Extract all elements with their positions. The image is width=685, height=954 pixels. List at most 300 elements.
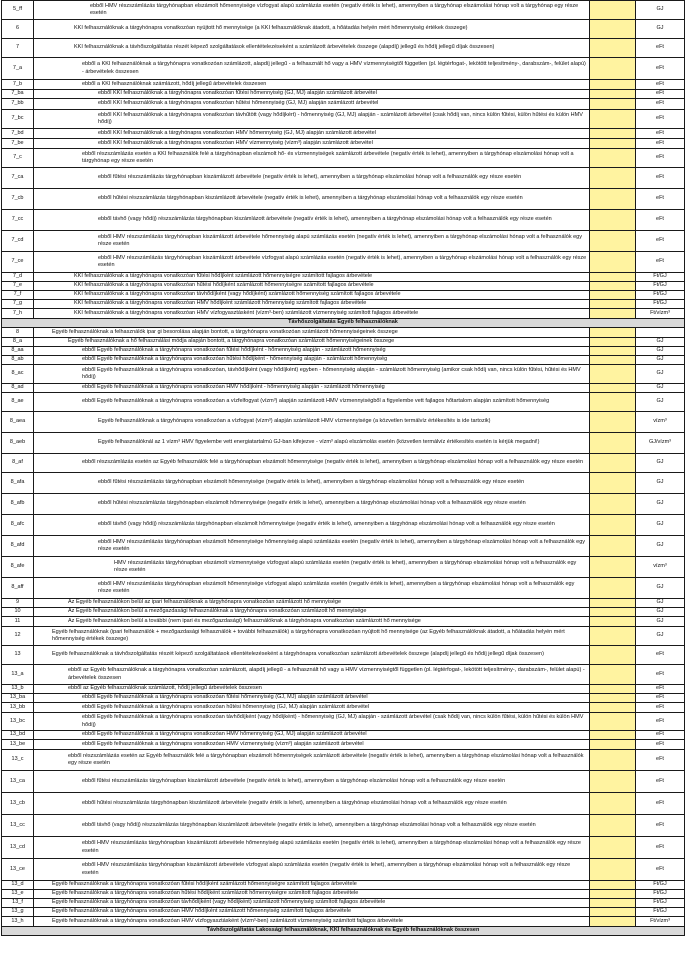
row-description: ebből az Egyéb felhasználóknak a tárgyhónapra vonatkozóan számlázott, alapdíj jellegű - a felhasznált hő vagy a HMV vízmennyiségtől független (pl. légtérfogat-, lekötött teljesítmény-, darabszám-, felület alapú) - árbevételek összesen bbox=[34, 665, 590, 685]
row-description: ebből HMV részszámlázás tárgyhónapban elszámolt hőmennyisége hőmennyiség alapú számlázás esetén (negatív érték is lehet), amennyiben a tárgyhónap elszámolási hónap volt a felhasználók egy része esetén bbox=[34, 536, 590, 557]
value-input-cell[interactable] bbox=[590, 58, 636, 80]
row-id: 13_ce bbox=[2, 859, 34, 881]
row-description: Egyéb felhasználóknak a tárgyhónapra vonatkozóan HMV hődíjként számlázott hőmennyiség számított fajlagos árbevétele bbox=[34, 908, 590, 917]
unit-cell: eFt bbox=[636, 685, 685, 694]
table-row bbox=[2, 58, 685, 80]
table-row bbox=[2, 1, 685, 20]
value-input-cell[interactable] bbox=[590, 685, 636, 694]
table-row bbox=[2, 273, 685, 282]
table-row bbox=[2, 899, 685, 908]
table-row bbox=[2, 646, 685, 665]
section-header: Távhőszolgáltatás Lakossági felhasználóknak, KKI felhasználóknak és Egyéb felhasználóknak összesen bbox=[2, 927, 685, 936]
row-id: 13_ca bbox=[2, 771, 34, 793]
unit-cell: eFt bbox=[636, 646, 685, 665]
table-row bbox=[2, 771, 685, 793]
row-id: 12 bbox=[2, 627, 34, 646]
table-row bbox=[2, 694, 685, 703]
unit-cell: Ft/GJ bbox=[636, 908, 685, 917]
row-description: KKI felhasználóknak a tárgyhónapra vonatkozóan HMV vízfogyasztásként (vízm³-ben) számlázott vízmennyiség számított fajlagos árbevétele bbox=[34, 309, 590, 319]
row-id: 7_f bbox=[2, 291, 34, 300]
unit-cell: vízm³ bbox=[636, 557, 685, 578]
unit-cell: GJ bbox=[636, 393, 685, 412]
row-description: ebből fűtési részszámlázás tárgyhónapban kiszámlázott árbevétele (negatív érték is lehet), amennyiben a tárgyhónap elszámolási hónap volt a felhasználók egy része esetén bbox=[34, 771, 590, 793]
unit-cell: eFt bbox=[636, 231, 685, 252]
row-description: Az Egyéb felhasználókon belül az ipari felhasználóknak a tárgyhónapra vonatkozóan számlázott hő mennyisége bbox=[34, 599, 590, 608]
row-id: 7_ba bbox=[2, 90, 34, 99]
row-description: HMV részszámlázás tárgyhónapban elszámolt vízmennyisége vízfogyat alapú számlázás esetén (negatív érték is lehet), amennyiben a tárgyhónap elszámolási hónap volt a felhasználók egy része esetén bbox=[34, 557, 590, 578]
table-row bbox=[2, 210, 685, 231]
value-input-cell[interactable] bbox=[590, 231, 636, 252]
value-input-cell[interactable] bbox=[590, 617, 636, 627]
table-row bbox=[2, 740, 685, 750]
row-id: 8 bbox=[2, 328, 34, 338]
unit-cell: GJ bbox=[636, 454, 685, 473]
unit-cell: eFt bbox=[636, 80, 685, 90]
unit-cell: Ft/GJ bbox=[636, 300, 685, 309]
unit-cell: Ft/GJ bbox=[636, 282, 685, 291]
unit-cell: eFt bbox=[636, 750, 685, 771]
row-description: ebből távhő (vagy hődíj) részszámlázás tárgyhónapban elszámolt hőmennyisége (negatív érték is lehet), amennyiben a tárgyhónap elszámolási hónap volt a felhasználók egy része esetén bbox=[34, 515, 590, 536]
unit-cell: Ft/GJ bbox=[636, 273, 685, 282]
value-input-cell[interactable] bbox=[590, 20, 636, 39]
unit-cell: eFt bbox=[636, 815, 685, 837]
row-description: Egyéb felhasználóknál az 1 vízm³ HMV figyelembe vett energiatartalmú GJ-ban kifejezve - vízm³ alapú elszámolás esetén (közvetlen termálvíz értékesítés esetén is kérjük megadni!) bbox=[34, 433, 590, 454]
table-row bbox=[2, 859, 685, 881]
value-input-cell[interactable] bbox=[590, 731, 636, 740]
unit-cell: eFt bbox=[636, 252, 685, 273]
unit-cell: GJ/vízm³ bbox=[636, 433, 685, 454]
unit-cell: GJ bbox=[636, 338, 685, 347]
value-input-cell[interactable] bbox=[590, 252, 636, 273]
value-input-cell[interactable] bbox=[590, 291, 636, 300]
row-description: Egyéb felhasználóknak (ipari felhasználók + mezőgazdasági felhasználók + további felhasználók) a tárgyhónapra vonatkozóan nyújtott hő mennyisége (az Egyéb felhasználóknak átadott, a hőátadás helyén mért hőmennyiség értékek összege) bbox=[34, 627, 590, 646]
table-row bbox=[2, 881, 685, 890]
table-row bbox=[2, 393, 685, 412]
row-description: ebből HMV részszámlázás tárgyhónapban elszámolt hőmennyisége vízfogyat alapú számlázás esetén (negatív érték is lehet), amennyiben a tárgyhónap elszámolási hónap volt a tárgyhónap egy része esetén bbox=[34, 1, 590, 20]
section-header-row bbox=[2, 927, 685, 936]
table-body bbox=[2, 1, 685, 936]
row-description: ebből Egyéb felhasználóknak a tárgyhónapra vonatkozóan hűtési hődíjként - hőmennyiség alapján - számlázott hőmennyiség bbox=[34, 356, 590, 365]
unit-cell: GJ bbox=[636, 365, 685, 384]
table-row bbox=[2, 384, 685, 393]
row-description: ebből hűtési részszámlázás tárgyhónapban kiszámlázott árbevétele (negatív érték is lehet), amennyiben a tárgyhónap elszámolási hónap volt a felhasználók egy része esetén bbox=[34, 189, 590, 210]
table-row bbox=[2, 578, 685, 599]
table-row bbox=[2, 703, 685, 713]
table-row bbox=[2, 300, 685, 309]
table-row bbox=[2, 454, 685, 473]
value-input-cell[interactable] bbox=[590, 557, 636, 578]
row-description: ebből KKI felhasználóknak a tárgyhónapra vonatkozóan hűtési hőmennyiség (GJ, MJ) alapján számlázott árbevétel bbox=[34, 99, 590, 110]
table-row bbox=[2, 168, 685, 189]
value-input-cell[interactable] bbox=[590, 694, 636, 703]
row-description: KKI felhasználóknak a tárgyhónapra vonatkozóan hűtési hődíjként számlázott hőmennyiségre számított fajlagos árbevétele bbox=[34, 282, 590, 291]
row-id: 7_bc bbox=[2, 110, 34, 129]
value-input-cell[interactable] bbox=[590, 515, 636, 536]
table-row bbox=[2, 837, 685, 859]
row-id: 8_aa bbox=[2, 347, 34, 356]
value-input-cell[interactable] bbox=[590, 599, 636, 608]
unit-cell: eFt bbox=[636, 90, 685, 99]
table-row bbox=[2, 80, 685, 90]
value-input-cell[interactable] bbox=[590, 139, 636, 149]
table-row bbox=[2, 90, 685, 99]
value-input-cell[interactable] bbox=[590, 300, 636, 309]
value-input-cell[interactable] bbox=[590, 837, 636, 859]
row-description: KKI felhasználóknak a tárgyhónapra vonatkozóan nyújtott hő mennyisége (a KKI felhasználóknak átadott, a hőátadás helyén mért hőmennyiség értékek összege) bbox=[34, 20, 590, 39]
row-description: Egyéb felhasználóknak a felhasználók ipar gi besorolása alapján bontott, a tárgyhónapra vonatkozóan számlázott hőmennyiségeinek összege bbox=[34, 328, 590, 338]
unit-cell: eFt bbox=[636, 189, 685, 210]
value-input-cell[interactable] bbox=[590, 713, 636, 731]
unit-cell: eFt bbox=[636, 703, 685, 713]
value-input-cell[interactable] bbox=[590, 129, 636, 139]
unit-cell: eFt bbox=[636, 168, 685, 189]
value-input-cell[interactable] bbox=[590, 771, 636, 793]
row-id: 8_aeb bbox=[2, 433, 34, 454]
row-id: 11 bbox=[2, 617, 34, 627]
row-id: 10 bbox=[2, 608, 34, 617]
row-id: 7_bb bbox=[2, 99, 34, 110]
unit-cell bbox=[636, 328, 685, 338]
row-description: Egyéb felhasználóknak a tárgyhónapra vonatkozóan a vízfogyat (vízm³) alapján számlázott HMV vízmennyisége (a közvetlen termálvíz értékesítés is ide tartozik) bbox=[34, 412, 590, 433]
value-input-cell[interactable] bbox=[590, 859, 636, 881]
row-description: ebből KKI felhasználóknak a tárgyhónapra vonatkozóan HMV hőmennyiség (GJ, MJ) alapján számlázott árbevétel bbox=[34, 129, 590, 139]
table-row bbox=[2, 328, 685, 338]
table-row bbox=[2, 890, 685, 899]
unit-cell: eFt bbox=[636, 740, 685, 750]
row-description: Egyéb felhasználóknak a tárgyhónapra vonatkozóan hűtési hődíjként számlázott hőmennyiségre számított fajlagos árbevétele bbox=[34, 890, 590, 899]
unit-cell: GJ bbox=[636, 347, 685, 356]
row-id: 7_cb bbox=[2, 189, 34, 210]
unit-cell: eFt bbox=[636, 837, 685, 859]
value-input-cell[interactable] bbox=[590, 80, 636, 90]
unit-cell: GJ bbox=[636, 356, 685, 365]
row-id: 8_aea bbox=[2, 412, 34, 433]
unit-cell: eFt bbox=[636, 713, 685, 731]
table-row bbox=[2, 231, 685, 252]
unit-cell: eFt bbox=[636, 694, 685, 703]
row-id: 9 bbox=[2, 599, 34, 608]
table-row bbox=[2, 515, 685, 536]
unit-cell: eFt bbox=[636, 859, 685, 881]
unit-cell: eFt bbox=[636, 771, 685, 793]
table-row bbox=[2, 713, 685, 731]
row-description: ebből távhő (vagy hődíj) részszámlázás tárgyhónapban kiszámlázott árbevétele (negatív érték is lehet), amennyiben a tárgyhónap elszámolási hónap volt a felhasználók egy része esetén bbox=[34, 815, 590, 837]
value-input-cell[interactable] bbox=[590, 793, 636, 815]
row-id: 13_f bbox=[2, 899, 34, 908]
value-input-cell[interactable] bbox=[590, 494, 636, 515]
row-description: ebből részszámlázás esetén az Egyéb felhasználók felé a tárgyhónapban elszámolt hőmennyiségek számlázott árbevétele (negatív érték is lehet), amennyiben a tárgyhónap elszámolási hónap volt a felhasználók egy része esetén bbox=[34, 750, 590, 771]
value-input-cell[interactable] bbox=[590, 890, 636, 899]
table-row bbox=[2, 309, 685, 319]
row-id: 7_cc bbox=[2, 210, 34, 231]
table-row bbox=[2, 617, 685, 627]
value-input-cell[interactable] bbox=[590, 578, 636, 599]
row-description: ebből a KKI felhasználóknak számlázott, hődíj jellegű árbevételek összesen bbox=[34, 80, 590, 90]
unit-cell: GJ bbox=[636, 384, 685, 393]
value-input-cell[interactable] bbox=[590, 273, 636, 282]
row-description: ebből KKI felhasználóknak a tárgyhónapra vonatkozóan távhűtött (vagy hődíjkért) - hőmennyiség (GJ, MJ) alapján - számlázott árbevétel (csak hődíj van, nincs külön fűtési, külön hűtési és külön HMV hődíj) bbox=[34, 110, 590, 129]
value-input-cell[interactable] bbox=[590, 815, 636, 837]
table-row bbox=[2, 291, 685, 300]
value-input-cell[interactable] bbox=[590, 168, 636, 189]
table-row bbox=[2, 473, 685, 494]
table-row bbox=[2, 557, 685, 578]
row-id: 13_bb bbox=[2, 703, 34, 713]
row-description: ebből Egyéb felhasználóknak a tárgyhónapra vonatkozóan HMV hődíjként - hőmennyiség alapján - számlázott hőmennyiség bbox=[34, 384, 590, 393]
table-row bbox=[2, 685, 685, 694]
row-description: Egyéb felhasználóknak a hő felhasználási módja alapján bontott, a tárgyhónapra vonatkozóan számlázott hőmennyiségeinek összege bbox=[34, 338, 590, 347]
row-description: KKI felhasználóknak a tárgyhónapra vonatkozóan fűtési hődíjként számlázott hőmennyiségre számított fajlagos árbevétele bbox=[34, 273, 590, 282]
unit-cell: eFt bbox=[636, 665, 685, 685]
value-input-cell[interactable] bbox=[590, 412, 636, 433]
row-id: 7_cd bbox=[2, 231, 34, 252]
table-row bbox=[2, 252, 685, 273]
table-row bbox=[2, 608, 685, 617]
row-description: ebből Egyéb felhasználóknak a tárgyhónapra vonatkozóan HMV vízmennyiség (vízm³) alapján számlázott árbevétel bbox=[34, 740, 590, 750]
value-input-cell[interactable] bbox=[590, 433, 636, 454]
row-description: Az Egyéb felhasználókon belül a mezőgazdasági felhasználóknak a tárgyhónapra vonatkozóan számlázott hő mennyisége bbox=[34, 608, 590, 617]
table-row bbox=[2, 815, 685, 837]
row-id: 6 bbox=[2, 20, 34, 39]
row-description: ebből a KKI felhasználóknak a tárgyhónapra vonatkozóan számlázott, alapdíj jellegű - a felhasznált hő vagy a HMV vízmennyiségtől független (pl. légtérfogat-, lekötött teljesítmény-, darabszám-, felület alapú) - árbevételek összesen bbox=[34, 58, 590, 80]
row-id: 5_ff bbox=[2, 1, 34, 20]
row-description: ebből KKI felhasználóknak a tárgyhónapra vonatkozóan HMV vízmennyiség (vízm³) alapján számlázott árbevétel bbox=[34, 139, 590, 149]
unit-cell: GJ bbox=[636, 20, 685, 39]
unit-cell: eFt bbox=[636, 793, 685, 815]
unit-cell: GJ bbox=[636, 515, 685, 536]
value-input-cell[interactable] bbox=[590, 703, 636, 713]
table-row bbox=[2, 412, 685, 433]
value-input-cell[interactable] bbox=[590, 750, 636, 771]
value-input-cell[interactable] bbox=[590, 328, 636, 338]
row-id: 13_g bbox=[2, 908, 34, 917]
unit-cell: Ft/vízm³ bbox=[636, 917, 685, 927]
value-input-cell[interactable] bbox=[590, 384, 636, 393]
row-id: 7_c bbox=[2, 149, 34, 168]
row-id: 13_be bbox=[2, 740, 34, 750]
row-id: 8_afc bbox=[2, 515, 34, 536]
unit-cell: Ft/GJ bbox=[636, 291, 685, 300]
data-table bbox=[1, 0, 685, 936]
row-id: 13_c bbox=[2, 750, 34, 771]
row-id: 8_ad bbox=[2, 384, 34, 393]
table-row bbox=[2, 433, 685, 454]
table-row bbox=[2, 908, 685, 917]
row-description: Egyéb felhasználóknak a tárgyhónapra vonatkozóan fűtési hődíjként számlázott hőmennyiségre számított fajlagos árbevétele bbox=[34, 881, 590, 890]
row-id: 8_aff bbox=[2, 578, 34, 599]
row-id: 8_afb bbox=[2, 494, 34, 515]
unit-cell: GJ bbox=[636, 627, 685, 646]
unit-cell: GJ bbox=[636, 473, 685, 494]
table-row bbox=[2, 338, 685, 347]
table-row bbox=[2, 665, 685, 685]
row-id: 13_cc bbox=[2, 815, 34, 837]
unit-cell: GJ bbox=[636, 1, 685, 20]
unit-cell: Ft/GJ bbox=[636, 899, 685, 908]
table-row bbox=[2, 110, 685, 129]
row-description: Egyéb felhasználóknak a tárgyhónapra vonatkozóan távhődíjként (vagy hődíjként) számlázott hőmennyiség számított fajlagos árbevétele bbox=[34, 899, 590, 908]
row-id: 13_d bbox=[2, 881, 34, 890]
value-input-cell[interactable] bbox=[590, 347, 636, 356]
row-description: ebből HMV részszámlázás tárgyhónapban kiszámlázott árbevétele hőmennyiség alapú számlázás esetén (negatív érték is lehet), amennyiben a tárgyhónap elszámolási hónap volt a felhasználók egy része esetén bbox=[34, 837, 590, 859]
row-id: 8_ae bbox=[2, 393, 34, 412]
row-description: ebből távhő (vagy hődíj) részszámlázás tárgyhónapban kiszámlázott árbevétele (negatív érték is lehet), amennyiben a tárgyhónap elszámolási hónap volt a felhasználók egy része esetén bbox=[34, 210, 590, 231]
value-input-cell[interactable] bbox=[590, 454, 636, 473]
row-id: 7_e bbox=[2, 282, 34, 291]
unit-cell: eFt bbox=[636, 58, 685, 80]
unit-cell: eFt bbox=[636, 129, 685, 139]
unit-cell: Ft/GJ bbox=[636, 890, 685, 899]
row-description: KKI felhasználóknak a tárgyhónapra vonatkozóan távhődíjként (vagy hődíjként) számlázott hőmennyiség számított fajlagos árbevétele bbox=[34, 291, 590, 300]
row-id: 8_afe bbox=[2, 557, 34, 578]
unit-cell: eFt bbox=[636, 210, 685, 231]
value-input-cell[interactable] bbox=[590, 338, 636, 347]
value-input-cell[interactable] bbox=[590, 356, 636, 365]
table-row bbox=[2, 99, 685, 110]
unit-cell: GJ bbox=[636, 617, 685, 627]
value-input-cell[interactable] bbox=[590, 473, 636, 494]
unit-cell: GJ bbox=[636, 494, 685, 515]
value-input-cell[interactable] bbox=[590, 627, 636, 646]
row-id: 7_g bbox=[2, 300, 34, 309]
value-input-cell[interactable] bbox=[590, 899, 636, 908]
value-input-cell[interactable] bbox=[590, 309, 636, 319]
value-input-cell[interactable] bbox=[590, 189, 636, 210]
unit-cell: eFt bbox=[636, 139, 685, 149]
value-input-cell[interactable] bbox=[590, 149, 636, 168]
table-row bbox=[2, 365, 685, 384]
unit-cell: GJ bbox=[636, 608, 685, 617]
value-input-cell[interactable] bbox=[590, 99, 636, 110]
value-input-cell[interactable] bbox=[590, 90, 636, 99]
row-description: ebből hűtési részszámlázás tárgyhónapban elszámolt hőmennyisége (negatív érték is lehet), amennyiben a tárgyhónap elszámolási hónap volt a felhasználók egy része esetén bbox=[34, 494, 590, 515]
unit-cell: GJ bbox=[636, 578, 685, 599]
table-row bbox=[2, 356, 685, 365]
value-input-cell[interactable] bbox=[590, 365, 636, 384]
row-description: ebből az Egyéb felhasználóknak számlázott, hődíj jellegű árbevételek összesen bbox=[34, 685, 590, 694]
row-id: 7_bd bbox=[2, 129, 34, 139]
value-input-cell[interactable] bbox=[590, 39, 636, 58]
row-id: 13_h bbox=[2, 917, 34, 927]
value-input-cell[interactable] bbox=[590, 210, 636, 231]
unit-cell: GJ bbox=[636, 536, 685, 557]
value-input-cell[interactable] bbox=[590, 646, 636, 665]
table-row bbox=[2, 750, 685, 771]
value-input-cell[interactable] bbox=[590, 1, 636, 20]
row-description: Egyéb felhasználóknak a távhőszolgáltatás részét képező szolgáltatások ellentételezéseként a tárgyhónapra vonatkozóan számlázott árbevételek összege (alapdíj jellegű és hődíj jellegű díjak összesen) bbox=[34, 646, 590, 665]
value-input-cell[interactable] bbox=[590, 282, 636, 291]
row-id: 13_cd bbox=[2, 837, 34, 859]
row-id: 8_afa bbox=[2, 473, 34, 494]
value-input-cell[interactable] bbox=[590, 110, 636, 129]
table-row bbox=[2, 627, 685, 646]
table-row bbox=[2, 917, 685, 927]
row-id: 13_ba bbox=[2, 694, 34, 703]
row-description: KKI felhasználóknak a távhőszolgáltatás részét képező szolgáltatások ellentételezéseként a számlázott árbevételek összege (alapdíj) jellegű és hődíj jellegű díjak összesen) bbox=[34, 39, 590, 58]
table-row bbox=[2, 189, 685, 210]
value-input-cell[interactable] bbox=[590, 393, 636, 412]
table-row bbox=[2, 129, 685, 139]
row-description: ebből HMV részszámlázás tárgyhónapban elszámolt hőmennyisége vízfogyat alapú számlázás esetén (negatív érték is lehet), amennyiben a tárgyhónap elszámolási hónap volt a felhasználók egy része esetén bbox=[34, 578, 590, 599]
row-id: 8_a bbox=[2, 338, 34, 347]
row-description: ebből Egyéb felhasználóknak a tárgyhónapra vonatkozóan távhődíjként (vagy hődíjként) - hőmennyiség (GJ, MJ) alapján - számlázott árbevétel (csak hődíj van, nincs külön fűtési, külön hűtési és külön HMV hődíj) bbox=[34, 713, 590, 731]
row-description: ebből Egyéb felhasználóknak a tárgyhónapra vonatkozóan, távhődíjként (vagy hődíjként) egyben - hőmennyiség alapján - számlázott hőmennyiség (amikor csak hődíj van, nincs külön fűtési, hűtési és HMV hődíj) bbox=[34, 365, 590, 384]
table-row bbox=[2, 494, 685, 515]
row-description: ebből HMV részszámlázás tárgyhónapban kiszámlázott árbevétele vízfogyat alapú számlázás esetén (negatív érték is lehet), amennyiben a tárgyhónap elszámolási hónap volt a felhasználók egy része esetén bbox=[34, 859, 590, 881]
row-description: ebből Egyéb felhasználóknak a tárgyhónapra vonatkozóan fűtési hődíjként - hőmennyiség alapján - számlázott hőmennyiség bbox=[34, 347, 590, 356]
row-id: 7_a bbox=[2, 58, 34, 80]
row-description: ebből Egyéb felhasználóknak a tárgyhónapra vonatkozóan a vízfelfogyat (vízm³) alapján számlázott HMV vízmennyiségből a figyelembe vett fajlagos hőtartalom alapján számított hőmennyiség bbox=[34, 393, 590, 412]
row-id: 7 bbox=[2, 39, 34, 58]
table-row bbox=[2, 536, 685, 557]
table-row bbox=[2, 149, 685, 168]
value-input-cell[interactable] bbox=[590, 665, 636, 685]
row-description: Az Egyéb felhasználókon belül a további (nem ipari és mezőgazdasági) felhasználóknak a tárgyhónapra vonatkozóan számlázott hő mennyisége bbox=[34, 617, 590, 627]
row-id: 8_af bbox=[2, 454, 34, 473]
value-input-cell[interactable] bbox=[590, 881, 636, 890]
row-description: ebből HMV részszámlázás tárgyhónapban kiszámlázott árbevétele hőmennyiség alapú számlázás esetén (negatív érték is lehet), amennyiben a tárgyhónap elszámolási hónap volt a felhasználók egy része esetén bbox=[34, 231, 590, 252]
row-id: 8_afd bbox=[2, 536, 34, 557]
row-description: ebből Egyéb felhasználóknak a tárgyhónapra vonatkozóan fűtési hőmennyiség (GJ, MJ) alapján számlázott árbevétel bbox=[34, 694, 590, 703]
value-input-cell[interactable] bbox=[590, 536, 636, 557]
row-id: 8_ab bbox=[2, 356, 34, 365]
unit-cell: eFt bbox=[636, 110, 685, 129]
row-id: 7_d bbox=[2, 273, 34, 282]
row-description: ebből részszámlázás esetén a KKI felhasználók felé a tárgyhónapban elszámolt hő- és vízmennyiségek számlázott árbevétele (negatív érték is lehet), amennyiben a tárgyhónap elszámolási hónap volt a tárgyhónap egy része esetén bbox=[34, 149, 590, 168]
unit-cell: Ft/vízm³ bbox=[636, 309, 685, 319]
row-description: ebből fűtési részszámlázás tárgyhónapban elszámolt hőmennyisége (negatív érték is lehet), amennyiben a tárgyhónap elszámolási hónap volt a felhasználók egy része esetén bbox=[34, 473, 590, 494]
table-row bbox=[2, 39, 685, 58]
row-description: ebből Egyéb felhasználóknak a tárgyhónapra vonatkozóan hűtési hőmennyiség (GJ, MJ) alapján számlázott árbevétel bbox=[34, 703, 590, 713]
value-input-cell[interactable] bbox=[590, 917, 636, 927]
row-description: ebből hűtési részszámlázás tárgyhónapban kiszámlázott árbevétele (negatív érték is lehet), amennyiben a tárgyhónap elszámolási hónap volt a felhasználók egy része esetén bbox=[34, 793, 590, 815]
unit-cell: eFt bbox=[636, 39, 685, 58]
row-id: 7_b bbox=[2, 80, 34, 90]
row-description: ebből KKI felhasználóknak a tárgyhónapra vonatkozóan fűtési hőmennyiség (GJ, MJ) alapján számlázott árbevétel bbox=[34, 90, 590, 99]
value-input-cell[interactable] bbox=[590, 740, 636, 750]
row-description: ebből fűtési részszámlázás tárgyhónapban kiszámlázott árbevétele (negatív érték is lehet), amennyiben a tárgyhónap elszámolási hónap volt a felhasználók egy része esetén bbox=[34, 168, 590, 189]
section-header-row bbox=[2, 319, 685, 328]
row-id: 8_ac bbox=[2, 365, 34, 384]
row-description: ebből HMV részszámlázás tárgyhónapban kiszámlázott árbevétele vízfogyat alapú számlázás esetén (negatív érték is lehet), amennyiben a tárgyhónap elszámolási hónap volt a felhasználók egy része esetén bbox=[34, 252, 590, 273]
row-description: KKI felhasználóknak a tárgyhónapra vonatkozóan HMV hődíjként számlázott hőmennyiség számított fajlagos árbevétele bbox=[34, 300, 590, 309]
unit-cell: eFt bbox=[636, 149, 685, 168]
table-row bbox=[2, 282, 685, 291]
row-id: 7_h bbox=[2, 309, 34, 319]
row-id: 13_e bbox=[2, 890, 34, 899]
table-row bbox=[2, 20, 685, 39]
unit-cell: Ft/GJ bbox=[636, 881, 685, 890]
value-input-cell[interactable] bbox=[590, 608, 636, 617]
table-row bbox=[2, 139, 685, 149]
unit-cell: eFt bbox=[636, 99, 685, 110]
row-id: 13_bd bbox=[2, 731, 34, 740]
row-description: ebből részszámlázás esetén az Egyéb felhasználók felé a tárgyhónapban elszámolt hőmennyisége (negatív érték is lehet), amennyiben a tárgyhónap elszámolási hónap volt a felhasználók egy része esetén bbox=[34, 454, 590, 473]
section-header: Távhőszolgáltatás Egyéb felhasználóknak bbox=[2, 319, 685, 328]
table-row bbox=[2, 347, 685, 356]
row-description: ebből Egyéb felhasználóknak a tárgyhónapra vonatkozóan HMV hőmennyiség (GJ, MJ) alapján számlázott árbevétel bbox=[34, 731, 590, 740]
unit-cell: eFt bbox=[636, 731, 685, 740]
row-id: 7_ca bbox=[2, 168, 34, 189]
row-description: Egyéb felhasználóknak a tárgyhónapra vonatkozóan HMV vízfogyasztásként (vízm³-ben) számlázott vízmennyiség számított fajlagos árbevétele bbox=[34, 917, 590, 927]
row-id: 13_a bbox=[2, 665, 34, 685]
unit-cell: vízm³ bbox=[636, 412, 685, 433]
unit-cell: GJ bbox=[636, 599, 685, 608]
row-id: 13 bbox=[2, 646, 34, 665]
table-row bbox=[2, 731, 685, 740]
value-input-cell[interactable] bbox=[590, 908, 636, 917]
row-id: 7_be bbox=[2, 139, 34, 149]
